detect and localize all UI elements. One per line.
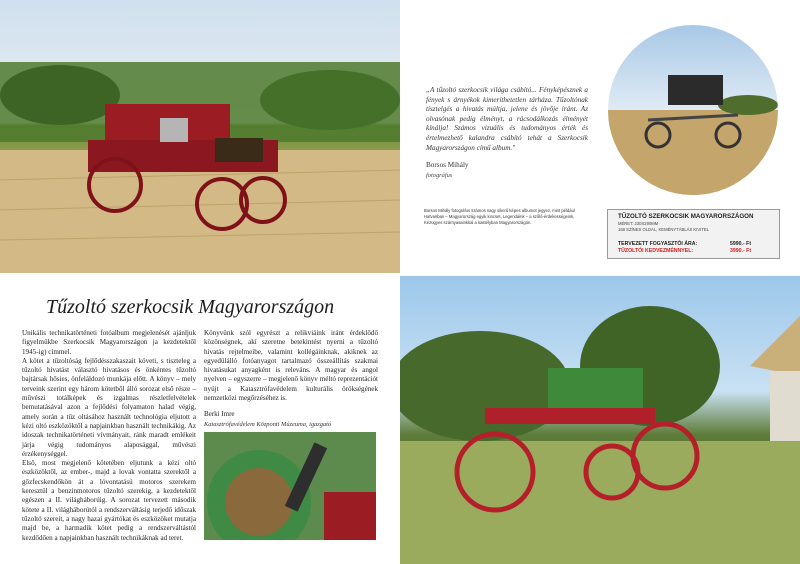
discount-price-value: 3990.- Ft bbox=[730, 248, 752, 254]
photographer-caption: Borsos Mihály fotográfus számos nagy sikerű képes albumot jegyez, mint például Hatvanban – Magyarország egyik kincset, Legendáink – a szőlő-érdekességeink, Kézügyes szárnyasainkkal a kastélyban Magyarországon. bbox=[424, 208, 575, 225]
quote-block bbox=[426, 86, 588, 179]
price-label: TERVEZETT FOGYASZTÓI ÁRA: bbox=[618, 241, 698, 247]
signature-role: Katasztrófavédelem Központi Múzeuma, igazgató bbox=[204, 420, 332, 428]
col1-paragraph-2: A kötet a tűzoltóság fejlődésszakaszait követi, s tiszteleg a tűzoltó hivatást választó hivatásos és önkéntes tűzoltó bajtársak hősies, önfeláldozó munkája előtt. A könyv – mely terveink szerint egy három kötetből álló sorozat első része – művészi totálképek és izgalmas részletfelvételek bemutatásával azon a fejlődési folyamaton halad végig, amely során a tűz oltásához használt technológia eljutott a kézi oltó eszközöktől a napjainkban használt technikákig. Az idoszak technikatörténeti vívmányait, ránk maradt emlékeit járja végig tudományos alaposággal, művészi érzékenységgel. bbox=[22, 356, 196, 458]
price-value: 5990.- Ft bbox=[730, 241, 752, 247]
photo-detail-pump bbox=[204, 432, 376, 540]
red-wagon-illustration bbox=[0, 0, 400, 273]
signature-name: Berki Imre bbox=[204, 410, 235, 419]
green-wagon-illustration bbox=[400, 276, 800, 564]
col1-paragraph-3: Első, most megjelenő kötetében eljutunk a kézi oltó eszközöktől, az ember-, majd a lovak vontatta szerektől a gőzfecskendőkön át a lóvontatású motoros szerekem keresztül a benzinmotoros tűzoltó szerekig, a kezdetektől egészen a II. világháborúig. A sorozat tervezett második kötete a II. világháborútól a rendszerváltásig terjedő időszak tűzoltó szereit, a nagy hazai gyártókat és eszközöket mutatja majd be, a harmadik kötet pedig a rendszerváltástól kezdődően a napjainkban használt technikáknak ad teret. bbox=[22, 459, 196, 542]
pump-detail-illustration bbox=[204, 432, 376, 540]
book-info-title: TŰZOLTÓ SZERKOCSIK MAGYARORSZÁGON bbox=[618, 213, 754, 220]
quote-author: Borsos Mihály bbox=[426, 161, 469, 170]
page-title-container bbox=[46, 296, 334, 319]
book-pages: 168 SZÍNES OLDAL, KEMÉNYTÁBLÁS KIVITEL bbox=[618, 227, 709, 232]
book-size: MÉRET: 230X290MM bbox=[618, 221, 659, 226]
col1-paragraph-1: Unikális technikatörténeti fotóalbum megjelenését ajánljuk figyelmükbe Szerkocsik Magyarországon ja kezdetektől 1945-ig) címmel. bbox=[22, 329, 196, 356]
discount-price-label: TŰZOLTÓI KEDVEZMÉNNYEL: bbox=[618, 248, 694, 254]
book-info-box bbox=[607, 209, 780, 259]
photo-circle-cart bbox=[608, 25, 778, 195]
col2-paragraph-1: Könyvünk szól egyrészt a relikviáink iránt érdeklődő közönségnek, akí szeretne betekintést nyerni a tűzoltó hivatás rejtelmeibe, valamint kollégáinknak, akiknek az egyedülálló fotóanyagot tartalmazó összeállítás szakmai hivatásukat anyagként is releváns. A magyar és angol nyelven – egyszerre – megjelenő könyv méltó reprezentációt nyújt a Katasztrófavédelem kulturális örökségének nemzetközi megőrzéséhez is. bbox=[204, 329, 378, 403]
cart-illustration bbox=[608, 25, 778, 195]
page-title: Tűzoltó szerkocsik Magyarországon bbox=[46, 296, 335, 318]
photo-green-wagon bbox=[400, 276, 800, 564]
photo-red-wagon-field bbox=[0, 0, 400, 273]
body-column-1 bbox=[22, 329, 196, 543]
body-column-2 bbox=[204, 329, 378, 429]
quote-author-role: fotográfus bbox=[426, 172, 453, 180]
quote-text: „A tűzoltó szerkocsik világa csábító... Fényképésznek a fények s árnyékok kimeríthetetlen tárháza. Tűzoltónak tisztelgés a hivatás múltja, jelene és jövője iránt. Az olvasónak pedig élményt, a rácsodálkozás élményét kínálja! Számos vizuális és tudományos érték és értelmezhető kalandra csábító tehát a Szerkocsik Magyarországon című album." bbox=[426, 86, 588, 152]
